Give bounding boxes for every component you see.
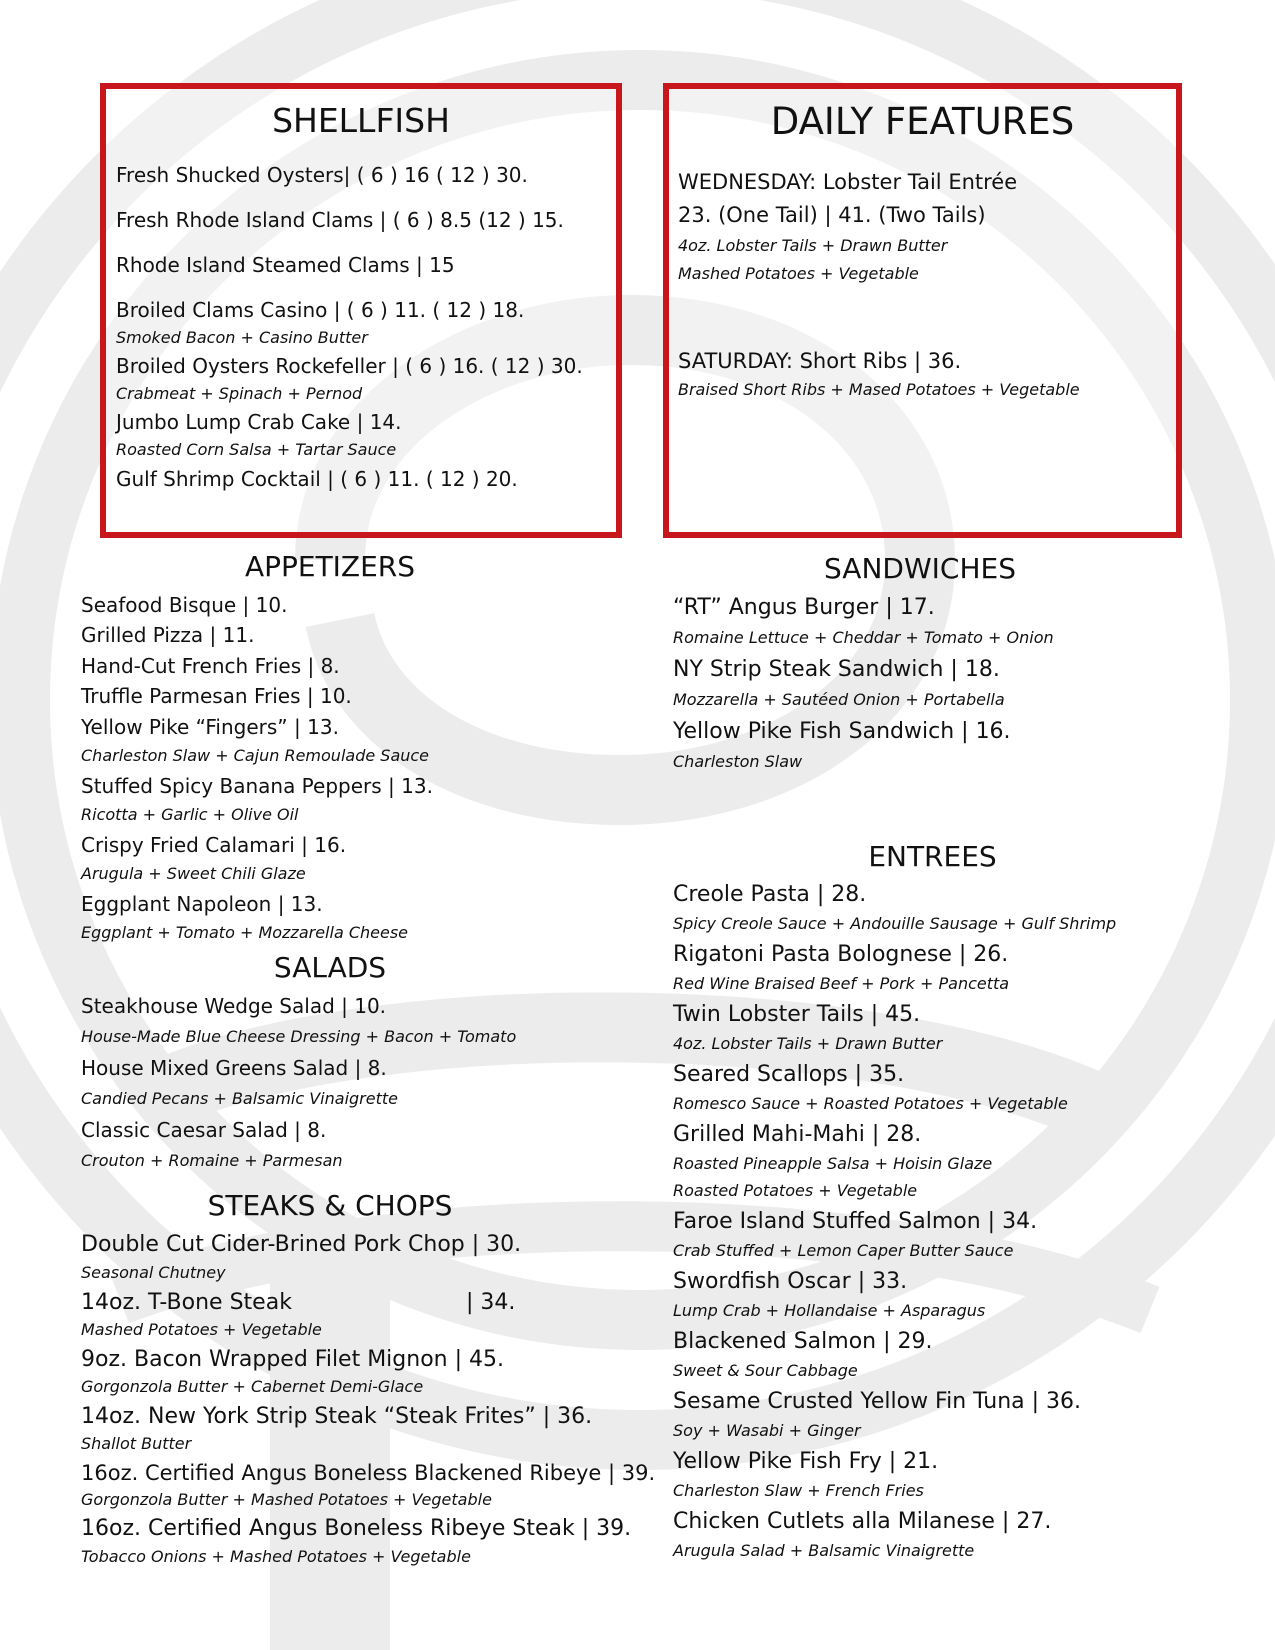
entree-8-desc: Sweet & Sour Cabbage [673,1361,858,1380]
shellfish-item-2-name: Fresh Rhode Island Clams | ( 6 ) 8.5 (12 ) 15. [116,208,564,232]
steak-2-name: 14oz. T-Bone Steak [81,1290,292,1315]
shellfish-item-7-name: Gulf Shrimp Cocktail | ( 6 ) 11. ( 12 ) 20. [116,467,518,491]
entree-5-desc-2: Roasted Potatoes + Vegetable [673,1181,918,1200]
steak-6-desc: Tobacco Onions + Mashed Potatoes + Vegetable [81,1547,471,1566]
sandwich-2-name: NY Strip Steak Sandwich | 18. [673,657,1000,682]
appetizer-8-desc: Eggplant + Tomato + Mozzarella Cheese [81,923,409,942]
appetizer-5-name: Yellow Pike “Fingers” | 13. [81,715,339,739]
appetizer-7-name: Crispy Fried Calamari | 16. [81,833,347,857]
entree-4-desc: Romesco Sauce + Roasted Potatoes + Vegetable [673,1094,1068,1113]
entree-6-name: Faroe Island Stuffed Salmon | 34. [673,1209,1038,1234]
salad-1-desc: House-Made Blue Cheese Dressing + Bacon + Tomato [81,1027,517,1046]
steak-5-desc: Gorgonzola Butter + Mashed Potatoes + Vegetable [81,1490,492,1509]
appetizer-6-name: Stuffed Spicy Banana Peppers | 13. [81,774,433,798]
sandwich-2-desc: Mozzarella + Sautéed Onion + Portabella [673,690,1005,709]
entree-11-desc: Arugula Salad + Balsamic Vinaigrette [673,1541,975,1560]
entree-2-name: Rigatoni Pasta Bolognese | 26. [673,942,1009,967]
appetizer-8-name: Eggplant Napoleon | 13. [81,892,323,916]
salad-3-name: Classic Caesar Salad | 8. [81,1118,327,1142]
entree-7-desc: Lump Crab + Hollandaise + Asparagus [673,1301,986,1320]
wednesday-desc-2: Mashed Potatoes + Vegetable [678,264,919,283]
entree-5-desc: Roasted Pineapple Salsa + Hoisin Glaze [673,1154,993,1173]
shellfish-item-3-name: Rhode Island Steamed Clams | 15 [116,253,455,277]
entree-10-name: Yellow Pike Fish Fry | 21. [673,1449,939,1474]
entree-1-desc: Spicy Creole Sauce + Andouille Sausage + Gulf Shrimp [673,914,1117,933]
appetizer-4-name: Truffle Parmesan Fries | 10. [81,684,352,708]
steak-1-name: Double Cut Cider-Brined Pork Chop | 30. [81,1232,522,1257]
entree-9-name: Sesame Crusted Yellow Fin Tuna | 36. [673,1389,1082,1414]
steak-3-name: 9oz. Bacon Wrapped Filet Mignon | 45. [81,1347,504,1372]
steak-6-name: 16oz. Certified Angus Boneless Ribeye Steak | 39. [81,1516,632,1541]
appetizer-7-desc: Arugula + Sweet Chili Glaze [81,864,306,883]
appetizer-5-desc: Charleston Slaw + Cajun Remoulade Sauce [81,746,430,765]
appetizers-heading: APPETIZERS [244,550,416,583]
daily-features-box [663,83,1182,538]
salad-2-name: House Mixed Greens Salad | 8. [81,1056,387,1080]
salad-3-desc: Crouton + Romaine + Parmesan [81,1151,343,1170]
entree-10-desc: Charleston Slaw + French Fries [673,1481,924,1500]
wednesday-price: 23. (One Tail) | 41. (Two Tails) [678,203,986,227]
shellfish-item-4-desc: Smoked Bacon + Casino Butter [116,328,368,347]
entree-11-name: Chicken Cutlets alla Milanese | 27. [673,1509,1052,1534]
salad-1-name: Steakhouse Wedge Salad | 10. [81,994,387,1018]
shellfish-item-6-name: Jumbo Lump Crab Cake | 14. [116,410,402,434]
shellfish-item-6-desc: Roasted Corn Salsa + Tartar Sauce [116,440,397,459]
steaks-heading: STEAKS & CHOPS [207,1189,453,1222]
appetizer-6-desc: Ricotta + Garlic + Olive Oil [81,805,299,824]
entree-7-name: Swordfish Oscar | 33. [673,1269,908,1294]
steak-2-desc: Mashed Potatoes + Vegetable [81,1320,322,1339]
sandwich-1-name: “RT” Angus Burger | 17. [673,595,935,620]
shellfish-item-1-name: Fresh Shucked Oysters| ( 6 ) 16 ( 12 ) 30. [116,163,528,187]
steak-1-desc: Seasonal Chutney [81,1263,226,1282]
entree-6-desc: Crab Stuffed + Lemon Caper Butter Sauce [673,1241,1014,1260]
steak-2-price: | 34. [466,1290,516,1315]
entree-8-name: Blackened Salmon | 29. [673,1329,933,1354]
entree-9-desc: Soy + Wasabi + Ginger [673,1421,861,1440]
steak-4-name: 14oz. New York Strip Steak “Steak Frites” | 36. [81,1404,593,1429]
salad-2-desc: Candied Pecans + Balsamic Vinaigrette [81,1089,398,1108]
wednesday-desc-1: 4oz. Lobster Tails + Drawn Butter [678,236,948,255]
steak-4-desc: Shallot Butter [81,1434,192,1453]
sandwich-1-desc: Romaine Lettuce + Cheddar + Tomato + Onion [673,628,1054,647]
entree-1-name: Creole Pasta | 28. [673,882,867,907]
shellfish-heading: SHELLFISH [272,101,450,140]
shellfish-item-5-name: Broiled Oysters Rockefeller | ( 6 ) 16. ( 12 ) 30. [116,354,583,378]
entree-4-name: Seared Scallops | 35. [673,1062,905,1087]
wednesday-title: WEDNESDAY: Lobster Tail Entrée [678,170,1018,194]
entree-5-name: Grilled Mahi-Mahi | 28. [673,1122,922,1147]
saturday-desc: Braised Short Ribs + Mased Potatoes + Vegetable [678,380,1080,399]
sandwich-3-desc: Charleston Slaw [673,752,803,771]
entrees-heading: ENTREES [868,840,997,873]
entree-2-desc: Red Wine Braised Beef + Pork + Pancetta [673,974,1010,993]
shellfish-item-4-name: Broiled Clams Casino | ( 6 ) 11. ( 12 ) 18. [116,298,525,322]
steak-5-name: 16oz. Certified Angus Boneless Blackened Ribeye | 39. [81,1461,656,1485]
salads-heading: SALADS [273,951,387,984]
appetizer-1-name: Seafood Bisque | 10. [81,593,288,617]
sandwich-3-name: Yellow Pike Fish Sandwich | 16. [673,719,1011,744]
daily-features-heading: DAILY FEATURES [770,100,1075,143]
entree-3-name: Twin Lobster Tails | 45. [673,1002,921,1027]
saturday-title: SATURDAY: Short Ribs | 36. [678,349,962,373]
entree-3-desc: 4oz. Lobster Tails + Drawn Butter [673,1034,943,1053]
appetizer-2-name: Grilled Pizza | 11. [81,623,255,647]
sandwiches-heading: SANDWICHES [824,552,1016,585]
appetizer-3-name: Hand-Cut French Fries | 8. [81,654,340,678]
steak-3-desc: Gorgonzola Butter + Cabernet Demi-Glace [81,1377,424,1396]
shellfish-item-5-desc: Crabmeat + Spinach + Pernod [116,384,363,403]
